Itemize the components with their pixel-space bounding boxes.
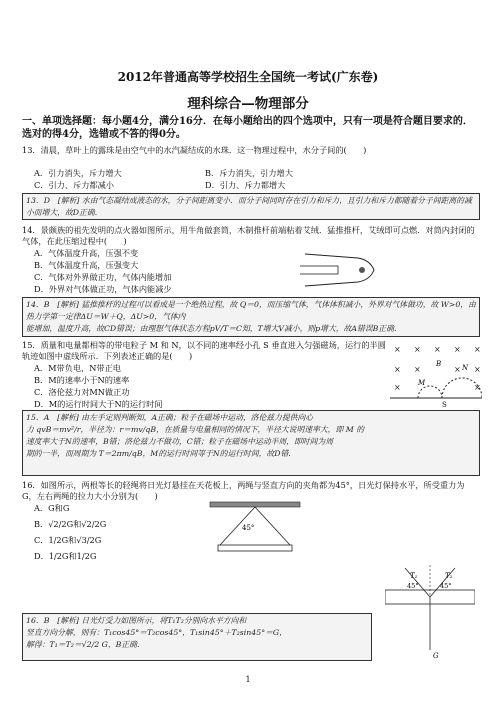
q14-option-b: B．气体温度升高，压强变大: [34, 260, 139, 270]
q15-option-c: C．洛伦兹力对MN做正功: [34, 387, 130, 397]
svg-text:×: ×: [474, 365, 481, 374]
svg-text:×: ×: [434, 345, 441, 354]
label-t1: T₁: [410, 572, 418, 580]
q14-option-c: C．气体对外界做正功，气体内能增加: [34, 272, 172, 282]
q13-option-a: A．引力消失，斥力增大: [34, 168, 122, 178]
q14-option-a: A．气体温度升高，压强不变: [34, 248, 139, 258]
exam-title: 2012年普通高等学校招生全国统一考试(广东卷): [117, 70, 379, 84]
q15-stem: 15．质量和电量都相等的带电粒子 M 和 N，以不同的速率经小孔 S 垂直进入匀强磁场，运行的半圆轨迹如图中虚线所示．下列表述正确的是( ): [22, 340, 386, 362]
label-m: M: [418, 379, 426, 387]
q16-stem: 16．如图所示，两根等长的轻绳将日光灯悬挂在天花板上，两绳与竖直方向的夹角都为45°，日光灯保持水平，所受重力为G，左右两绳的拉力大小分别为( ): [22, 480, 465, 502]
magnetic-field-figure: [390, 340, 482, 410]
q15-option-a: A．M带负电，N带正电: [34, 363, 121, 373]
svg-text:×: ×: [474, 383, 481, 392]
q13-stem: 13．清晨，草叶上的露珠是由空气中的水汽凝结成的水珠．这一物理过程中，水分子间的( ): [22, 145, 367, 155]
q14-option-d: D．外界对气体做正功，气体内能减少: [34, 284, 172, 294]
q13-option-c: C．引力、斥力都减小: [34, 180, 114, 190]
svg-text:×: ×: [414, 345, 421, 354]
page-number: 1: [245, 675, 251, 684]
q16-option-a: A．G和G: [34, 503, 70, 513]
label-n: N: [462, 364, 469, 372]
q16-option-b: B．√2/2G和√2/2G: [34, 519, 107, 529]
exam-subtitle: 理科综合—物理部分: [187, 96, 309, 112]
label-b: B: [436, 360, 442, 368]
svg-text:×: ×: [414, 365, 421, 374]
q14-answer-box: [22, 297, 480, 337]
svg-text:×: ×: [394, 383, 401, 392]
q14-answer-line1: 14．B [解析] 猛推推杆的过程可以看成是一个绝热过程，故 Q＝0，而压缩气体，气体体积减小，外界对气体做功，故 W>0，由热力学第一定律ΔU＝W＋Q，ΔU>0，气体内: [26, 300, 476, 321]
svg-text:45°: 45°: [440, 582, 452, 590]
q16-answer-box: [22, 613, 372, 661]
label-s: S: [442, 401, 447, 409]
igniter-figure: [300, 246, 380, 294]
q15-option-b: B．M的速率小于N的速率: [34, 375, 130, 385]
q13-option-d: D．引力、斥力都增大: [205, 180, 286, 190]
q14-stem: 14．景颇族的祖先发明的点火器如图所示，用牛角做套筒，木制推杆前端粘着艾绒．猛推推杆，艾绒即可点燃．对筒内封闭的气体，在此压缩过程中( ): [22, 225, 475, 247]
label-t2: T₂: [445, 572, 453, 580]
q16-answer-line2: 竖直方向分解，则有：T₁cos45°＝T₂cos45°，T₁sin45°＋T₂sin45°＝G，: [26, 628, 287, 637]
svg-text:×: ×: [394, 365, 401, 374]
q15-answer-line3: 速度率大于N的速率，B错；洛伦兹力不做功，C错；粒子在磁场中运动半周，即时间为周: [26, 437, 333, 446]
q15-option-d: D．M的运行时间大于N的运行时间: [34, 399, 163, 409]
q14-answer-line2: 能增加，温度升高，故CD错误；由理想气体状态方程pV/T＝C知，T增大V减小，则p增大，故A错误B正确．: [26, 324, 402, 333]
q16-answer-line1: 16．B [解析] 日光灯受力如图所示，将T₁T₂分别向水平方向和: [26, 616, 247, 625]
svg-text:×: ×: [474, 345, 481, 354]
q15-answer-line1: 15．A [解析] 由左手定则判断知，A正确；粒子在磁场中运动，洛伦兹力提供向心: [26, 413, 314, 422]
svg-text:×: ×: [454, 365, 461, 374]
q16-option-d: D．1/2G和1/2G: [34, 551, 97, 561]
svg-text:45°: 45°: [407, 582, 419, 590]
svg-text:×: ×: [394, 345, 401, 354]
q15-answer-line2: 力 qvB＝mv²/r，半径为：r＝mv/qB，在质量与电量相同的情况下，半径大说明速率大，即 M 的: [26, 425, 364, 434]
q13-option-b: B．斥力消失，引力增大: [205, 168, 293, 178]
q16-option-c: C．1/2G和√3/2G: [34, 535, 102, 545]
lamp-figure: [200, 500, 310, 570]
angle-label: 45°: [242, 524, 255, 532]
force-diagram: [385, 560, 475, 665]
svg-text:×: ×: [454, 345, 461, 354]
q15-answer-line4: 期的一半，而周期为 T＝2πm/qB，M的运行时间等于N的运行时间，故D错．: [26, 449, 297, 458]
q15-answer-box: [22, 410, 480, 476]
q13-answer-box: 13．D [解析] 水由气态凝结成液态的水，分子间距离变小．而分子间同时存在引力和斥力，且引力和斥力都随着分子间距离的减小而增大，故D正确．: [22, 193, 480, 220]
label-g: G: [433, 652, 439, 660]
q16-answer-line3: 解得：T₁＝T₂＝√2/2 G，B正确．: [26, 640, 145, 649]
section-heading: 一、单项选择题：每小题4分，满分16分．在每小题给出的四个选项中，只有一项是符合题目要求的．选对的得4分，选错或不答的得0分。: [22, 116, 473, 140]
